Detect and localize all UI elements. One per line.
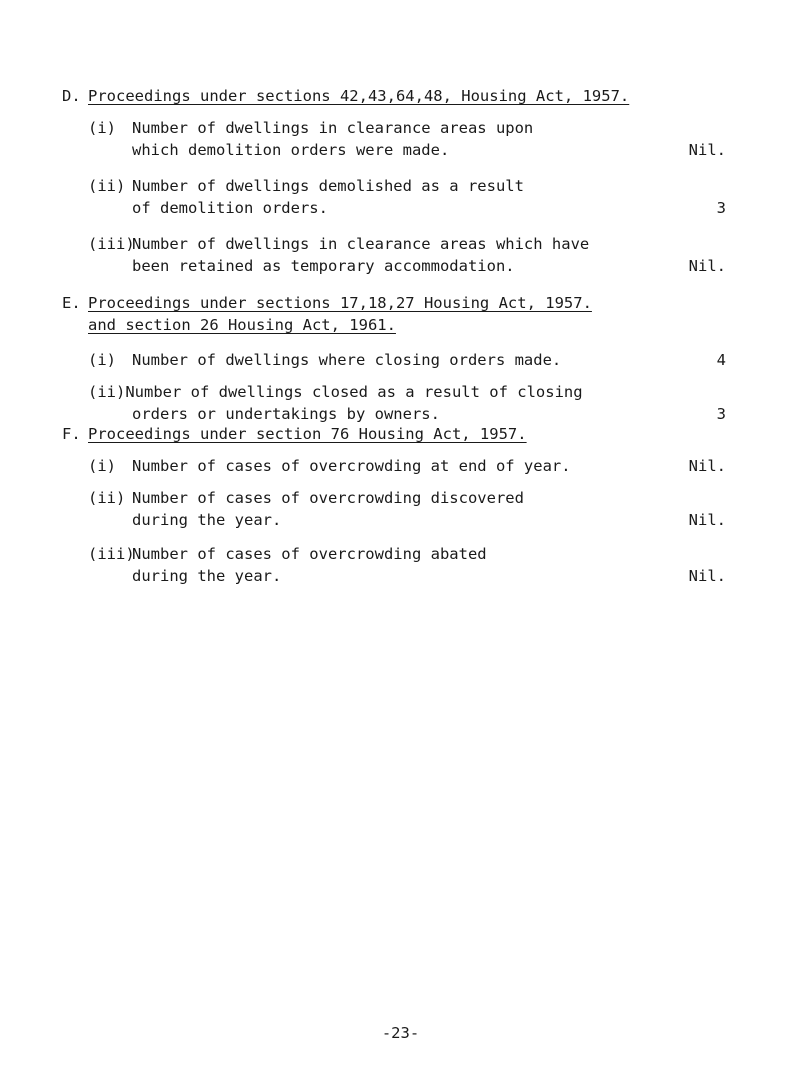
item-text-continued: orders or undertakings by owners.	[132, 405, 440, 423]
section-heading	[62, 423, 702, 445]
item-text: Number of cases of overcrowding discovered	[132, 489, 524, 507]
item-value: Nil.	[688, 257, 726, 275]
page-number: -23-	[381, 1024, 420, 1042]
item-value: Nil.	[688, 457, 726, 475]
list-item	[88, 233, 726, 277]
list-item	[88, 175, 726, 219]
section-heading	[62, 292, 702, 314]
item-value: Nil.	[688, 567, 726, 585]
list-item	[88, 455, 726, 477]
item-number: (iii)	[88, 235, 135, 253]
item-text: Number of dwellings in clearance areas upon	[132, 119, 534, 137]
item-value: Nil.	[688, 141, 726, 159]
item-value: 4	[716, 351, 726, 369]
item-number: (i)	[88, 457, 116, 475]
item-text: Number of cases of overcrowding at end of year.	[132, 457, 571, 475]
section-letter: F.	[62, 425, 81, 443]
item-number: (i)	[88, 119, 116, 137]
section-e	[62, 292, 726, 423]
section-subtitle: and section 26 Housing Act, 1961.	[88, 316, 396, 334]
section-heading	[62, 85, 702, 107]
item-number: (iii)	[88, 545, 135, 563]
item-text-continued: of demolition orders.	[132, 199, 328, 217]
item-value: 3	[716, 199, 726, 217]
item-text-continued: which demolition orders were made.	[132, 141, 450, 159]
item-text: Number of dwellings demolished as a result	[132, 177, 524, 195]
section-title: Proceedings under section 76 Housing Act, 1957.	[88, 425, 527, 443]
item-text: Number of dwellings in clearance areas which have	[132, 235, 590, 253]
item-text: Number of dwellings closed as a result of closing	[125, 383, 583, 401]
list-item	[88, 487, 726, 531]
item-number: (ii)	[88, 383, 126, 401]
list-item	[88, 381, 726, 425]
item-text-continued: during the year.	[132, 511, 282, 529]
item-text-continued: been retained as temporary accommodation.	[132, 257, 515, 275]
list-item	[88, 543, 726, 587]
section-f	[62, 423, 726, 585]
item-number: (ii)	[88, 489, 126, 507]
item-value: Nil.	[688, 511, 726, 529]
section-d	[62, 85, 726, 275]
section-title: Proceedings under sections 17,18,27 Housing Act, 1957.	[88, 294, 592, 312]
item-text: Number of cases of overcrowding abated	[132, 545, 487, 563]
item-text-continued: during the year.	[132, 567, 282, 585]
section-title: Proceedings under sections 42,43,64,48, Housing Act, 1957.	[88, 87, 630, 105]
list-item	[88, 349, 726, 371]
item-value: 3	[716, 405, 726, 423]
item-number: (ii)	[88, 177, 126, 195]
item-text: Number of dwellings where closing orders made.	[132, 351, 562, 369]
section-letter: E.	[62, 294, 81, 312]
list-item	[88, 117, 726, 161]
item-number: (i)	[88, 351, 116, 369]
section-letter: D.	[62, 87, 81, 105]
